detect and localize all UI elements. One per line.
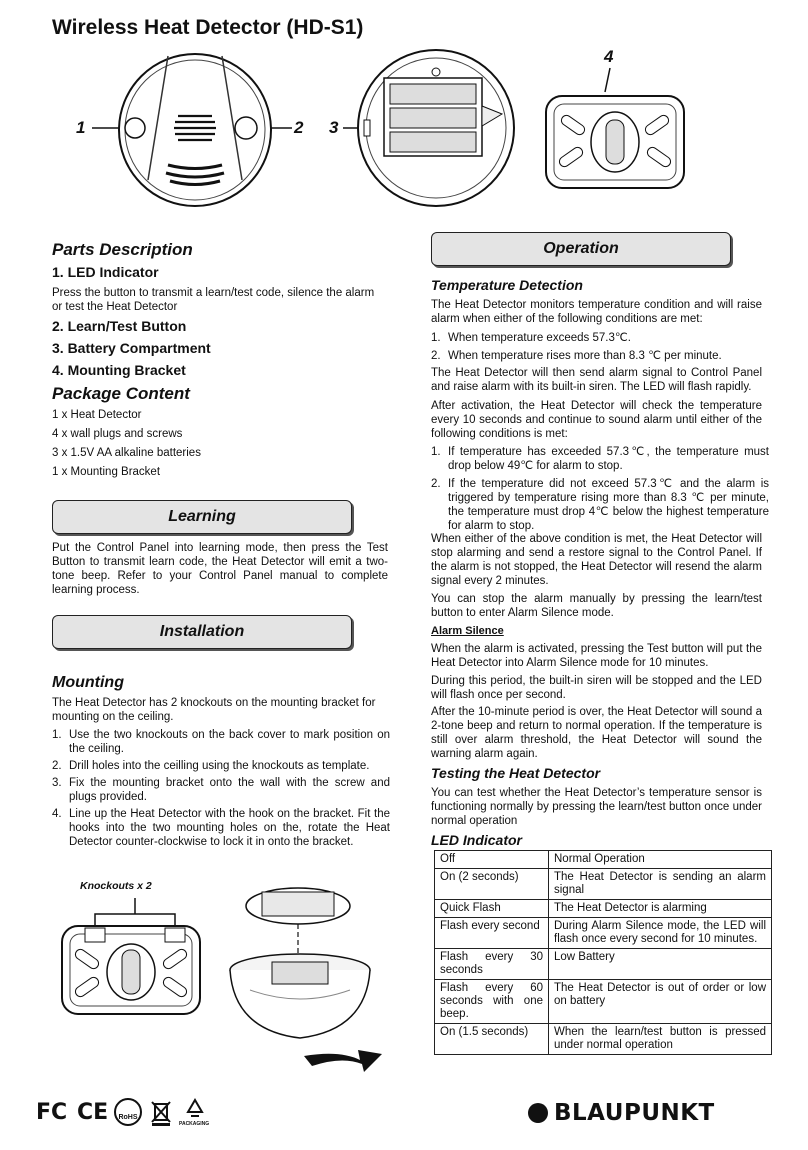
testing-heading: Testing the Heat Detector [431,765,601,781]
product-illustrations [0,40,808,215]
learning-banner: Learning [52,500,352,534]
part-led-description: Press the button to transmit a learn/test code, silence the alarm or test the Heat Detector [52,287,375,313]
list-item: 4 x wall plugs and screws [52,428,183,440]
alarm-silence-heading: Alarm Silence [431,625,504,637]
list-item: 2. If the temperature did not exceed 57.3℃ and the alarm is triggered by temperature rising more than 8.3 ℃ per minute, the temperature must drop 4℃ below the highest temperature for alarm to stop. [431,478,769,532]
list-item: 2. Drill holes into the ceilling using the knockouts as template. [52,760,370,772]
callout-2: 2 [294,118,304,137]
list-item: 4. Line up the Heat Detector with the hook on the bracket. Fit the hooks into the two mounting holes on the, rotate the Heat Detector counter-clockwise to lock it in onto the bracket. [52,808,390,848]
list-item: 1 x Heat Detector [52,409,142,421]
detector-back-illustration [358,50,514,206]
detector-front-illustration [119,54,271,206]
temperature-paragraph-2: The Heat Detector will then send alarm signal to Control Panel and raise alarm with its built-in siren. The LED will flash rapidly. [431,367,762,393]
list-item: 1. When temperature exceeds 57.3℃. [431,332,631,344]
list-item: 2. When temperature rises more than 8.3 ℃ per minute. [431,350,722,362]
mounting-bracket-illustration [546,96,684,188]
table-row: Off Normal Operation [435,851,772,869]
callout-4: 4 [604,47,614,66]
temperature-detection-heading: Temperature Detection [431,277,583,293]
mounting-intro: The Heat Detector has 2 knockouts on the mounting bracket for mounting on the ceiling. [52,697,376,723]
ce-mark-logo: CE [77,1100,109,1125]
led-indicator-table [434,850,772,1055]
table-row: Flash every second During Alarm Silence mode, the LED will flash once every second for 10 minutes. [435,918,772,949]
testing-paragraph: You can test whether the Heat Detector’s temperature sensor is functioning normally by pressing the learn/test button once under normal operation [431,787,762,827]
learn-test-button-icon [235,117,257,139]
alarm-silence-paragraph-2: During this period, the built-in siren will be stopped and the LED will flash once per second. [431,675,762,701]
temperature-paragraph-5: You can stop the alarm manually by pressing the learn/test button to enter Alarm Silence mode. [431,593,762,619]
recycle-icon [182,1098,208,1120]
callout-3: 3 [329,118,339,137]
temperature-paragraph-4: When either of the above condition is met, the Heat Detector will stop alarming and send a restore signal to the Control Panel. If the alarm is not stopped, the Heat Detector will resend the alarm signal every 2 minutes. [431,533,762,587]
table-row: Flash every 30 seconds Low Battery [435,949,772,980]
stop-conditions [431,445,769,536]
temperature-paragraph-3: After activation, the Heat Detector will check the temperature every 10 seconds and continue to sound alarm until either of the following conditions is met: [431,400,762,440]
mounting-steps [52,728,390,852]
alarm-silence-paragraph-1: When the alarm is activated, pressing the Test button will put the Heat Detector into Alarm Silence mode for 10 minutes. [431,643,762,669]
page-title: Wireless Heat Detector (HD-S1) [52,16,364,39]
led-indicator-heading: LED Indicator [431,832,523,848]
brand-dot-icon [528,1103,548,1123]
packaging-label: PACKAGING [179,1121,210,1127]
part-led-indicator: 1. LED Indicator [52,264,159,280]
mounting-heading: Mounting [52,674,124,691]
list-item: 1. If temperature has exceeded 57.3℃, the temperature must drop below 49℃ for alarm to stop. [431,446,769,472]
list-item: 1 x Mounting Bracket [52,466,161,478]
package-heading: Package Content [52,384,190,403]
part-learn-test-button: 2. Learn/Test Button [52,318,187,334]
installation-banner: Installation [52,615,352,649]
temperature-conditions [431,331,762,366]
fcc-logo: FC [36,1100,68,1125]
rohs-logo: RoHS [114,1098,142,1126]
list-item: 1. Use the two knockouts on the back cover to mark position on the ceiling. [52,729,390,755]
parts-heading: Parts Description [52,240,193,259]
table-row: Quick Flash The Heat Detector is alarming [435,900,772,918]
weee-bin-icon [150,1100,172,1126]
package-list [52,408,201,484]
led-indicator-icon [125,118,145,138]
installation-illustration [50,880,400,1090]
knockouts-label: Knockouts x 2 [80,880,152,892]
table-row: On (2 seconds) The Heat Detector is sending an alarm signal [435,869,772,900]
table-row: Flash every 60 seconds with one beep. The Heat Detector is out of order or low on battery [435,980,772,1024]
temperature-intro: The Heat Detector monitors temperature condition and will raise alarm when either of the following conditions are met: [431,299,762,325]
alarm-silence-paragraph-3: After the 10-minute period is over, the Heat Detector will sound a 2-tone beep and return to normal operation. If the temperature is still over alarm threshold, the Heat Detector will sound the warning alarm again. [431,706,762,760]
part-mounting-bracket: 4. Mounting Bracket [52,362,186,378]
operation-banner: Operation [431,232,731,266]
list-item: 3 x 1.5V AA alkaline batteries [52,447,201,459]
learning-text: Put the Control Panel into learning mode, then press the Test Button to transmit learn code, the Heat Detector will emit a two-tone beep. Refer to your Control Panel manual to complete learning process. [52,542,388,596]
list-item: 3. Fix the mounting bracket onto the wall with the screw and plugs provided. [52,777,390,803]
table-row: On (1.5 seconds) When the learn/test button is pressed under normal operation [435,1024,772,1055]
callout-1: 1 [76,118,86,137]
brand-logo: BLAUPUNKT [528,1100,715,1126]
part-battery-compartment: 3. Battery Compartment [52,340,211,356]
